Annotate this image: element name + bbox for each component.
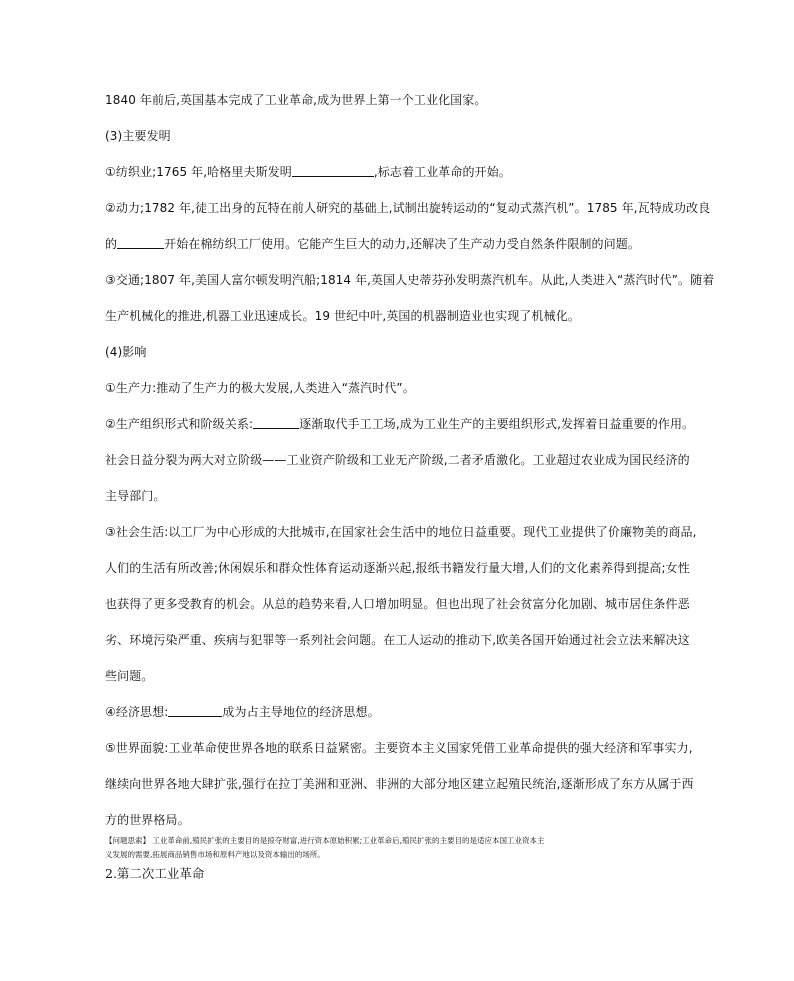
- paragraph-society-line1: ③社会生活:以工厂为中心形成的大批城市,在国家社会生活中的地位日益重要。现代工业提供了价廉物美的商品,: [105, 525, 697, 539]
- paragraph-organization-line2: 社会日益分裂为两大对立阶级——工业资产阶级和工业无产阶级,二者矛盾激化。工业超过农业成为国民经济的: [105, 453, 690, 467]
- paragraph-society-line4: 劣、环境污染严重、疾病与犯罪等一系列社会问题。在工人运动的推动下,欧美各国开始通过社会立法来解决这: [105, 633, 690, 647]
- paragraph-world-line3: 方的世界格局。: [105, 813, 190, 827]
- paragraph-organization-line3: 主导部门。: [105, 489, 166, 503]
- paragraph-world-line2: 继续向世界各地大肆扩张,强行在拉丁美洲和亚洲、非洲的大部分地区建立起殖民统治,逐渐形成了东方从属于西: [105, 777, 694, 791]
- answer-blank-2[interactable]: [117, 236, 164, 249]
- paragraph-textile: ①纺织业;1765 年,哈格里夫斯发明 ,标志着工业革命的开始。: [105, 165, 511, 179]
- paragraph-society-line3: 也获得了更多受教育的机会。从总的趋势来看,人口增加明显。但也出现了社会贫富分化加剧、城市居住条件恶: [105, 597, 690, 611]
- paragraph-power-line1: ②动力;1782 年,徒工出身的瓦特在前人研究的基础上,试制出旋转运动的“复动式蒸汽机”。1785 年,瓦特成功改良: [105, 201, 711, 215]
- paragraph-world-line1: ⑤世界面貌:工业革命使世界各地的联系日益紧密。主要资本主义国家凭借工业革命提供的强大经济和军事实力,: [105, 741, 693, 755]
- answer-blank-1[interactable]: [292, 164, 374, 177]
- answer-blank-4[interactable]: [168, 704, 222, 717]
- paragraph-transport-line2: 生产机械化的推进,机器工业迅速成长。19 世纪中叶,英国的机器制造业也实现了机械化。: [105, 309, 580, 323]
- paragraph-intro: 1840 年前后,英国基本完成了工业革命,成为世界上第一个工业化国家。: [105, 93, 487, 107]
- heading-main-inventions: (3)主要发明: [105, 129, 171, 143]
- paragraph-society-line2: 人们的生活有所改善;休闲娱乐和群众性体育运动逐渐兴起,报纸书籍发行量大增,人们的文化素养得到提高;女性: [105, 561, 690, 575]
- paragraph-transport-line1: ③交通;1807 年,美国人富尔顿发明汽船;1814 年,英国人史蒂芬孙发明蒸汽机车。从此,人类进入“蒸汽时代”。随着: [105, 273, 715, 287]
- paragraph-organization-line1: ②生产组织形式和阶级关系: 逐渐取代手工工场,成为工业生产的主要组织形式,发挥着日益重要的作用。: [105, 417, 695, 431]
- question-note-line1: 【问题思索】 工业革命前,殖民扩张的主要目的是掠夺财富,进行资本原始积累;工业革命后,殖民扩张的主要目的是适应本国工业资本主: [105, 836, 545, 845]
- paragraph-power-line2: 的 开始在棉纺织工厂使用。它能产生巨大的动力,还解决了生产动力受自然条件限制的问题。: [105, 237, 640, 251]
- paragraph-productivity: ①生产力:推动了生产力的极大发展,人类进入“蒸汽时代”。: [105, 381, 415, 395]
- answer-blank-3[interactable]: [253, 416, 299, 429]
- section-heading: 2.第二次工业革命: [105, 866, 205, 881]
- paragraph-economic-thought: ④经济思想: 成为占主导地位的经济思想。: [105, 705, 380, 719]
- paragraph-society-line5: 些问题。: [105, 669, 154, 683]
- question-note-line2: 义发展的需要,拓展商品销售市场和原料产地以及资本输出的场所。: [105, 850, 325, 859]
- heading-impact: (4)影响: [105, 345, 147, 359]
